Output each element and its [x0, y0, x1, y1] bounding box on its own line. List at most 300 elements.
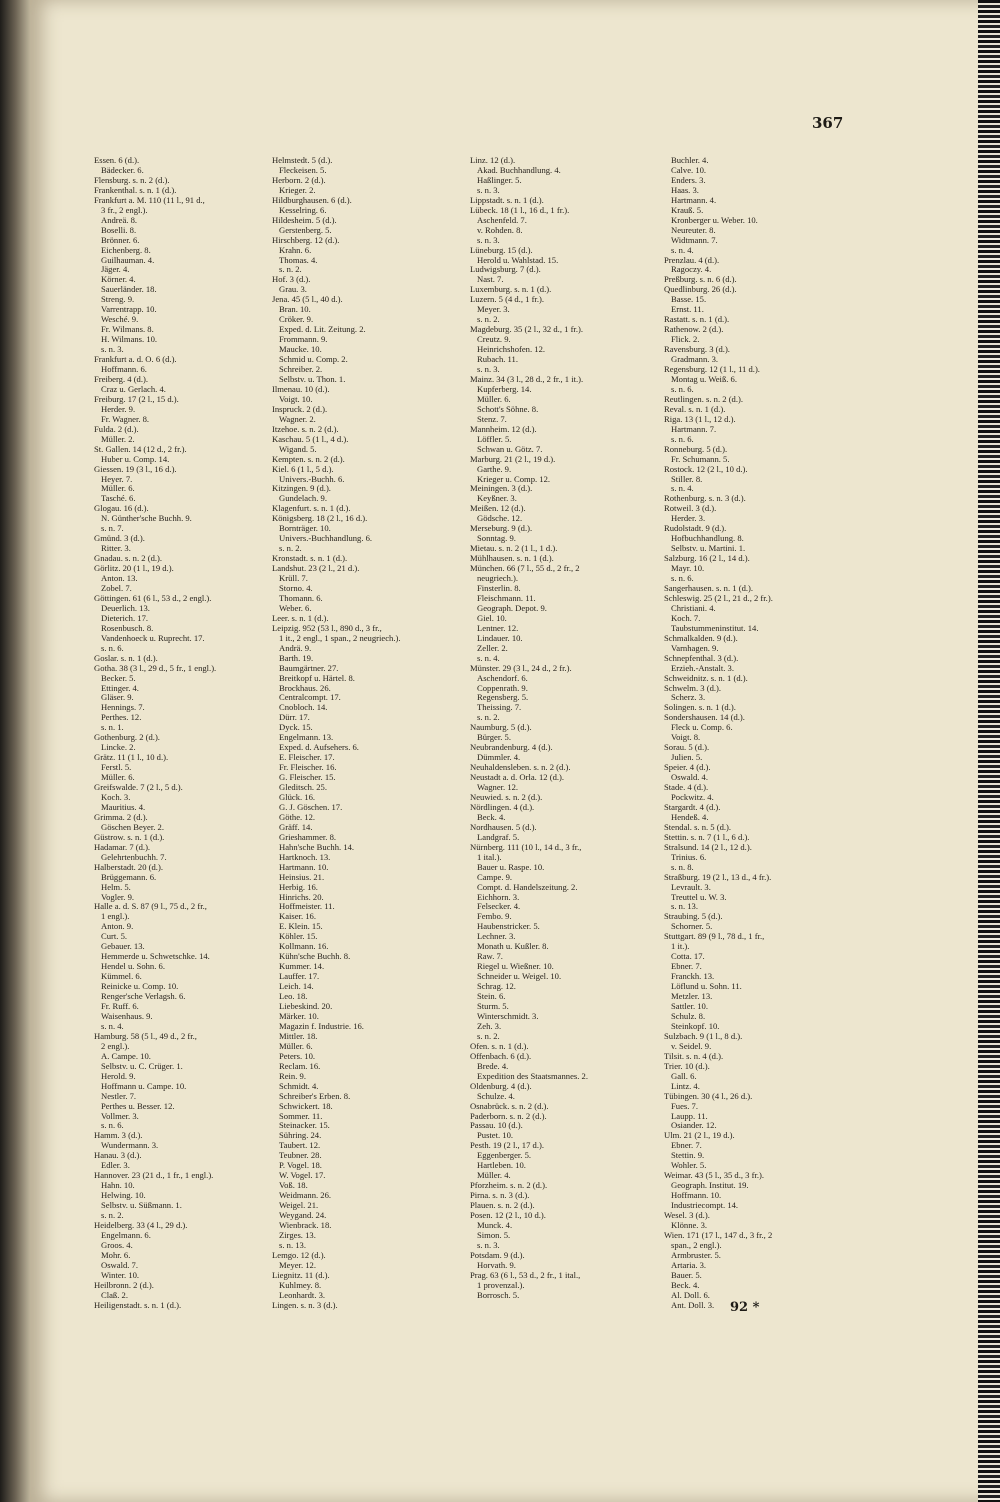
publisher-entry: s. n. 4. [671, 244, 694, 255]
publisher-entry: Simon. 5. [477, 1229, 511, 1240]
publisher-entry: Enders. 3. [671, 174, 706, 185]
publisher-entry: Meyer. 3. [477, 304, 510, 315]
city-entry: Fulda. 2 (d.). [94, 423, 139, 434]
city-entry: Gmünd. 3 (d.). [94, 533, 145, 544]
publisher-entry: Steinacker. 15. [279, 1120, 330, 1131]
publisher-entry: Hinrichs. 20. [279, 891, 324, 902]
publisher-entry: 1 engl.). [101, 911, 130, 922]
publisher-entry: Riegel u. Wießner. 10. [477, 961, 554, 972]
city-entry: Helmstedt. 5 (d.). [272, 155, 333, 165]
city-entry: Pforzheim. s. n. 2 (d.). [470, 1180, 548, 1191]
publisher-entry: Perthes u. Besser. 12. [101, 1100, 175, 1111]
publisher-entry: Oswald. 4. [671, 772, 708, 783]
city-entry: Essen. 6 (d.). [94, 155, 140, 165]
city-entry: Merseburg. 9 (d.). [470, 523, 533, 534]
city-entry: Landshut. 23 (2 l., 21 d.). [272, 563, 360, 574]
publisher-entry: Hoffmann. 10. [671, 1190, 722, 1201]
publisher-entry: Thomann. 6. [279, 592, 323, 603]
publisher-entry: Kollmann. 16. [279, 941, 329, 952]
publisher-entry: Becker. 5. [101, 672, 136, 683]
publisher-entry: s. n. 6. [101, 642, 124, 653]
publisher-entry: Kupferberg. 14. [477, 383, 532, 394]
publisher-entry: Erzieh.-Anstalt. 3. [671, 662, 735, 673]
publisher-entry: s. n. 2. [279, 264, 302, 275]
publisher-entry: Edler. 3. [101, 1160, 130, 1171]
city-entry: Göttingen. 61 (6 l., 53 d., 2 engl.). [94, 592, 212, 603]
publisher-entry: Voigt. 10. [279, 393, 313, 404]
publisher-entry: Montag u. Weiß. 6. [671, 373, 737, 384]
publisher-entry: E. Klein. 15. [279, 921, 323, 932]
publisher-entry: Wagner. 12. [477, 782, 519, 793]
publisher-entry: Mayr. 10. [671, 563, 705, 574]
publisher-entry: Hennings. 7. [101, 702, 145, 713]
publisher-entry: Helm. 5. [101, 881, 131, 892]
publisher-entry: Selbstv. u. Süßmann. 1. [101, 1200, 182, 1211]
publisher-entry: Trinius. 6. [671, 851, 707, 862]
publisher-entry: Leo. 18. [279, 991, 308, 1002]
publisher-entry: Stein. 6. [477, 991, 506, 1002]
publisher-entry: Kuhlmey. 8. [279, 1279, 322, 1290]
publisher-entry: Sattler. 10. [671, 1001, 708, 1012]
publisher-entry: Gleditsch. 25. [279, 782, 327, 793]
publisher-entry: Grieshammer. 8. [279, 831, 337, 842]
publisher-entry: Peters. 10. [279, 1050, 316, 1061]
publisher-entry: Wohler. 5. [671, 1160, 707, 1171]
publisher-entry: Flick. 2. [671, 334, 700, 345]
publisher-entry: s. n. 3. [101, 344, 124, 355]
publisher-entry: Krieger u. Comp. 12. [477, 473, 551, 484]
publisher-entry: Brede. 4. [477, 1060, 509, 1071]
publisher-entry: Fr. Schumann. 5. [671, 453, 730, 464]
publisher-entry: Glück. 16. [279, 792, 316, 802]
publisher-entry: Selbstv. u. Thon. 1. [279, 373, 346, 384]
publisher-entry: Göthe. 12. [279, 811, 316, 822]
publisher-entry: Klönne. 3. [671, 1219, 708, 1230]
publisher-entry: Haubenstricker. 5. [477, 921, 540, 932]
publisher-entry: Geograph. Depot. 9. [477, 602, 547, 613]
publisher-entry: Gelehrtenbuchh. 7. [101, 851, 167, 862]
publisher-entry: N. Günther'sche Buchh. 9. [101, 513, 192, 524]
publisher-entry: Varnhagen. 9. [671, 642, 719, 653]
publisher-entry: Bädecker. 6. [101, 164, 144, 175]
publisher-entry: Aschendorf. 6. [477, 672, 528, 683]
city-entry: Rastatt. s. n. 1 (d.). [664, 314, 730, 325]
publisher-entry: Herder. 3. [671, 513, 706, 524]
publisher-entry: Schwickert. 18. [279, 1100, 333, 1111]
publisher-entry: Märker. 10. [279, 1010, 319, 1021]
city-entry: Magdeburg. 35 (2 l., 32 d., 1 fr.). [470, 324, 583, 335]
publisher-entry: W. Vogel. 17. [279, 1170, 326, 1181]
publisher-entry: Anton. 9. [101, 921, 134, 932]
city-entry: Frankfurt a. M. 110 (11 l., 91 d., [94, 194, 205, 205]
publisher-entry: Lechner. 3. [477, 931, 516, 942]
publisher-entry: Craz u. Gerlach. 4. [101, 383, 166, 394]
city-entry: Hirschberg. 12 (d.). [272, 234, 340, 245]
publisher-entry: Tasché. 6. [101, 493, 136, 504]
publisher-entry: Haas. 3. [671, 184, 699, 195]
publisher-entry: Mauritius. 4. [101, 801, 146, 812]
city-entry: Gotha. 38 (3 l., 29 d., 5 fr., 1 engl.). [94, 662, 217, 673]
publisher-entry: Leonhardt. 3. [279, 1289, 326, 1300]
publisher-entry: Weigel. 21. [279, 1200, 319, 1211]
publisher-entry: Fues. 7. [671, 1100, 698, 1111]
city-entry: Klagenfurt. s. n. 1 (d.). [272, 503, 351, 514]
publisher-entry: Maucke. 10. [279, 344, 322, 355]
publisher-entry: Krüll. 7. [279, 573, 308, 584]
publisher-entry: Fr. Ruff. 6. [101, 1001, 139, 1012]
publisher-entry: Finsterlin. 8. [477, 582, 521, 593]
publisher-entry: Thomas. 4. [279, 254, 318, 265]
city-entry: Prag. 63 (6 l., 53 d., 2 fr., 1 ital., [470, 1269, 581, 1280]
publisher-entry: Hendeß. 4. [671, 811, 709, 822]
publisher-entry: Vollmer. 3. [101, 1110, 139, 1121]
publisher-entry: Eggenberger. 5. [477, 1150, 532, 1161]
publisher-entry: Schulze. 4. [477, 1090, 515, 1101]
publisher-entry: Bauer. 5. [671, 1269, 702, 1280]
city-entry: Reval. s. n. 1 (d.). [664, 403, 726, 414]
city-entry: Leipzig. 952 (53 l., 890 d., 3 fr., [272, 622, 382, 633]
publisher-entry: Gall. 6. [671, 1070, 697, 1081]
publisher-entry: Aschenfeld. 7. [477, 214, 527, 225]
publisher-entry: Horvath. 9. [477, 1259, 516, 1270]
publisher-entry: Engelmann. 6. [101, 1229, 151, 1240]
page-number: 367 [812, 114, 844, 132]
publisher-entry: Huber u. Comp. 14. [101, 453, 170, 464]
publisher-entry: Wesché. 9. [101, 314, 139, 325]
city-entry: Halle a. d. S. 87 (9 l., 75 d., 2 fr., [94, 901, 207, 912]
publisher-entry: Göschen Beyer. 2. [101, 821, 165, 832]
city-entry: Ulm. 21 (2 l., 19 d.). [664, 1130, 735, 1141]
publisher-entry: Lauffer. 17. [279, 971, 320, 982]
publisher-entry: Kühn'sche Buchh. 8. [279, 951, 351, 962]
city-entry: Jena. 45 (5 l., 40 d.). [272, 294, 343, 305]
publisher-entry: Calve. 10. [671, 164, 707, 175]
city-entry: Ilmenau. 10 (d.). [272, 383, 330, 394]
publisher-entry: Centralcompt. 17. [279, 692, 341, 703]
city-entry: Lemgo. 12 (d.). [272, 1249, 326, 1260]
publisher-entry: Fleckeisen. 5. [279, 164, 327, 175]
publisher-entry: Jäger. 4. [101, 264, 130, 275]
city-entry: Hof. 3 (d.). [272, 274, 311, 285]
publisher-entry: Frommann. 9. [279, 334, 328, 345]
publisher-entry: Armbruster. 5. [671, 1249, 721, 1260]
publisher-entry: Widtmann. 7. [671, 234, 718, 245]
publisher-entry: H. Wilmans. 10. [101, 334, 158, 345]
publisher-entry: Bürger. 5. [477, 732, 511, 743]
city-entry: Liegnitz. 11 (d.). [272, 1269, 330, 1280]
city-entry: Reutlingen. s. n. 2 (d.). [664, 393, 744, 404]
publisher-entry: Sommer. 11. [279, 1110, 323, 1121]
publisher-entry: Artaria. 3. [671, 1259, 707, 1270]
publisher-entry: Andreä. 8. [101, 214, 138, 225]
publisher-entry: Boselli. 8. [101, 224, 137, 235]
publisher-entry: Teubner. 28. [279, 1150, 322, 1161]
publisher-entry: Keyßner. 3. [477, 493, 517, 504]
publisher-entry: Reclam. 16. [279, 1060, 321, 1071]
publisher-entry: s. n. 8. [671, 861, 694, 872]
city-entry: Riga. 13 (1 l., 12 d.). [664, 413, 736, 424]
publisher-entry: s. n. 13. [279, 1239, 306, 1250]
city-entry: Münster. 29 (3 l., 24 d., 2 fr.). [470, 662, 572, 673]
publisher-entry: Scherz. 3. [671, 692, 706, 703]
city-entry: Kaschau. 5 (1 l., 4 d.). [272, 433, 349, 444]
publisher-entry: s. n. 4. [671, 483, 694, 494]
publisher-entry: Neureuter. 8. [671, 224, 716, 235]
publisher-entry: Renger'sche Verlagsh. 6. [101, 991, 186, 1002]
city-entry: Rostock. 12 (2 l., 10 d.). [664, 463, 748, 474]
city-entry: Sangerhausen. s. n. 1 (d.). [664, 582, 754, 593]
city-entry: Stralsund. 14 (2 l., 12 d.). [664, 841, 752, 852]
city-entry: Meiningen. 3 (d.). [470, 483, 533, 494]
city-entry: Pesth. 19 (2 l., 17 d.). [470, 1140, 544, 1151]
publisher-entry: Dyck. 15. [279, 722, 313, 733]
city-entry: Königsberg. 18 (2 l., 16 d.). [272, 513, 368, 524]
publisher-entry: Koch. 3. [101, 792, 131, 802]
publisher-entry: Ritter. 3. [101, 543, 131, 554]
publisher-entry: Giel. 10. [477, 612, 507, 623]
city-entry: Neuwied. s. n. 2 (d.). [470, 792, 543, 802]
publisher-entry: Hoffmann u. Campe. 10. [101, 1080, 187, 1091]
publisher-entry: Vogler. 9. [101, 891, 135, 902]
city-entry: Weimar. 43 (5 l., 35 d., 3 fr.). [664, 1170, 765, 1181]
publisher-entry: Julien. 5. [671, 752, 703, 763]
publisher-entry: Herbig. 16. [279, 881, 318, 892]
publisher-entry: Franckh. 13. [671, 971, 715, 982]
index-column-4 [650, 156, 860, 1311]
publisher-entry: s. n. 6. [101, 1120, 124, 1131]
publisher-entry: Osiander. 12. [671, 1120, 717, 1131]
publisher-entry: Lentner. 12. [477, 622, 519, 633]
publisher-entry: Hahn'sche Buchh. 14. [279, 841, 355, 852]
publisher-entry: Wagner. 2. [279, 413, 316, 424]
publisher-entry: Brüggemann. 6. [101, 871, 157, 882]
index-column-3 [456, 156, 648, 1301]
publisher-entry: Stenz. 7. [477, 413, 507, 424]
publisher-entry: Expedition des Staatsmannes. 2. [477, 1070, 588, 1081]
publisher-entry: Brockhaus. 26. [279, 682, 331, 693]
city-entry: Stargardt. 4 (d.). [664, 801, 721, 812]
publisher-entry: Hartmann. 10. [279, 861, 329, 872]
city-entry: Kronstadt. s. n. 1 (d.). [272, 553, 348, 564]
city-entry: Lüneburg. 15 (d.). [470, 244, 533, 255]
publisher-entry: Hahn. 10. [101, 1180, 135, 1191]
city-entry: Solingen. s. n. 1 (d.). [664, 702, 736, 713]
publisher-entry: Voigt. 8. [671, 732, 701, 743]
publisher-entry: Rosenbusch. 8. [101, 622, 154, 633]
publisher-entry: Selbstv. u. Martini. 1. [671, 543, 746, 554]
publisher-entry: Cröker. 9. [279, 314, 314, 325]
publisher-entry: Kaiser. 16. [279, 911, 316, 922]
publisher-entry: Schrag. 12. [477, 981, 516, 992]
publisher-entry: 1 it.). [671, 941, 690, 952]
publisher-entry: Fleischmann. 11. [477, 592, 536, 603]
publisher-entry: Sturm. 5. [477, 1001, 509, 1012]
publisher-entry: Fleck u. Comp. 6. [671, 722, 733, 733]
publisher-entry: Schott's Söhne. 8. [477, 403, 539, 414]
publisher-entry: s. n. 2. [101, 1210, 124, 1221]
city-entry: Wien. 171 (17 l., 147 d., 3 fr., 2 [664, 1229, 773, 1240]
publisher-entry: Schmid u. Comp. 2. [279, 354, 348, 365]
publisher-entry: Bauer u. Raspe. 10. [477, 861, 545, 872]
publisher-entry: Schwan u. Götz. 7. [477, 443, 543, 454]
publisher-entry: Bran. 10. [279, 304, 311, 315]
publisher-entry: Schorner. 5. [671, 921, 713, 932]
publisher-entry: Varrentrapp. 10. [101, 304, 157, 315]
publisher-entry: Dürr. 17. [279, 712, 310, 723]
publisher-entry: Groos. 4. [101, 1239, 133, 1250]
publisher-entry: Ebner. 7. [671, 1140, 702, 1151]
publisher-entry: Cnobloch. 14. [279, 702, 328, 713]
publisher-entry: Gerstenberg. 5. [279, 224, 332, 235]
publisher-entry: Eichhorn. 3. [477, 891, 520, 902]
publisher-entry: Krahn. 6. [279, 244, 312, 255]
publisher-entry: 3 fr., 2 engl.). [101, 204, 148, 215]
city-entry: Hadamar. 7 (d.). [94, 841, 151, 852]
city-entry: Hamburg. 58 (5 l., 49 d., 2 fr., [94, 1030, 197, 1041]
publisher-entry: Magazin f. Industrie. 16. [279, 1020, 364, 1031]
publisher-entry: s. n. 6. [671, 383, 694, 394]
city-entry: Frankfurt a. d. O. 6 (d.). [94, 354, 177, 365]
publisher-entry: Hartmann. 7. [671, 423, 717, 434]
publisher-entry: Müller. 6. [279, 1040, 313, 1051]
publisher-entry: Waisenhaus. 9. [101, 1010, 153, 1021]
city-entry: Glogau. 16 (d.). [94, 503, 149, 514]
publisher-entry: Basse. 15. [671, 294, 707, 305]
publisher-entry: Laupp. 11. [671, 1110, 708, 1121]
publisher-entry: Körner. 4. [101, 274, 136, 285]
publisher-entry: s. n. 3. [477, 364, 500, 375]
publisher-entry: Univers.-Buchhandlung. 6. [279, 533, 373, 544]
city-entry: Osnabrück. s. n. 2 (d.). [470, 1100, 549, 1111]
publisher-entry: Regensberg. 5. [477, 692, 529, 703]
city-entry: Meißen. 12 (d.). [470, 503, 526, 514]
publisher-entry: G. Fleischer. 15. [279, 772, 336, 783]
publisher-entry: Baumgärtner. 27. [279, 662, 339, 673]
publisher-entry: Creutz. 9. [477, 334, 511, 345]
city-entry: Linz. 12 (d.). [470, 155, 516, 165]
city-entry: Hamm. 3 (d.). [94, 1130, 143, 1141]
publisher-entry: Industriecompt. 14. [671, 1200, 739, 1211]
city-entry: Speier. 4 (d.). [664, 762, 711, 773]
publisher-entry: Fr. Wagner. 8. [101, 413, 150, 424]
publisher-entry: Winter. 10. [101, 1269, 140, 1280]
city-entry: Prenzlau. 4 (d.). [664, 254, 720, 265]
publisher-entry: Anton. 13. [101, 573, 138, 584]
city-entry: Tilsit. s. n. 4 (d.). [664, 1050, 724, 1061]
city-entry: Hanau. 3 (d.). [94, 1150, 142, 1161]
city-entry: Kitzingen. 9 (d.). [272, 483, 331, 494]
publisher-entry: Zirges. 13. [279, 1229, 316, 1240]
publisher-entry: Guilhauman. 4. [101, 254, 155, 265]
publisher-entry: s. n. 3. [477, 234, 500, 245]
city-entry: Lippstadt. s. n. 1 (d.). [470, 194, 544, 205]
publisher-entry: Müller. 6. [101, 483, 135, 494]
city-entry: Schweidnitz. s. n. 1 (d.). [664, 672, 748, 683]
city-entry: Mannheim. 12 (d.). [470, 423, 537, 434]
publisher-entry: Sonntag. 9. [477, 533, 516, 544]
publisher-entry: s. n. 2. [477, 314, 500, 325]
publisher-entry: Beck. 4. [671, 1279, 700, 1290]
publisher-entry: v. Rohden. 8. [477, 224, 523, 235]
publisher-entry: Voß. 18. [279, 1180, 308, 1191]
city-entry: Gnadau. s. n. 2 (d.). [94, 553, 163, 564]
city-entry: Schnepfenthal. 3 (d.). [664, 652, 739, 663]
publisher-entry: Ebner. 7. [671, 961, 702, 972]
publisher-entry: Meyer. 12. [279, 1259, 316, 1270]
city-entry: Trier. 10 (d.). [664, 1060, 710, 1071]
city-entry: Lingen. s. n. 3 (d.). [272, 1299, 338, 1310]
publisher-entry: s. n. 4. [101, 1020, 124, 1031]
publisher-entry: Weber. 6. [279, 602, 312, 613]
publisher-entry: Landgraf. 5. [477, 831, 520, 842]
publisher-entry: Liebeskind. 20. [279, 1001, 333, 1012]
publisher-entry: Kümmel. 6. [101, 971, 142, 982]
city-entry: Freiberg. 4 (d.). [94, 373, 149, 384]
publisher-entry: Ragoczy. 4. [671, 264, 712, 275]
publisher-entry: Akad. Buchhandlung. 4. [477, 164, 561, 175]
publisher-entry: Nestler. 7. [101, 1090, 137, 1101]
publisher-entry: Hoffmann. 6. [101, 364, 147, 375]
city-entry: Herborn. 2 (d.). [272, 174, 326, 185]
city-entry: Giessen. 19 (3 l., 16 d.). [94, 463, 177, 474]
publisher-entry: Ettinger. 4. [101, 682, 139, 693]
city-entry: Heiligenstadt. s. n. 1 (d.). [94, 1299, 182, 1310]
publisher-entry: Geograph. Institut. 19. [671, 1180, 749, 1191]
publisher-entry: Perthes. 12. [101, 712, 142, 723]
city-entry: Plauen. s. n. 2 (d.). [470, 1200, 535, 1211]
publisher-entry: Univers.-Buchh. 6. [279, 473, 345, 484]
city-entry: Güstrow. s. n. 1 (d.). [94, 831, 165, 842]
publisher-entry: span., 2 engl.). [671, 1239, 722, 1250]
publisher-entry: Ant. Doll. 3. [671, 1299, 715, 1310]
publisher-entry: Reinicke u. Comp. 10. [101, 981, 179, 992]
publisher-entry: Krieger. 2. [279, 184, 316, 195]
publisher-entry: Gödsche. 12. [477, 513, 523, 524]
publisher-entry: s. n. 2. [279, 543, 302, 554]
printer-signature: 92 * [730, 1300, 760, 1315]
city-entry: Passau. 10 (d.). [470, 1120, 523, 1131]
publisher-entry: Stettin. 9. [671, 1150, 705, 1161]
city-entry: Heilbronn. 2 (d.). [94, 1279, 154, 1290]
publisher-entry: s. n. 2. [477, 1030, 500, 1041]
publisher-entry: Müller. 6. [101, 772, 135, 783]
publisher-entry: Wundermann. 3. [101, 1140, 159, 1151]
city-entry: Grätz. 11 (1 l., 10 d.). [94, 752, 169, 763]
publisher-entry: Breitkopf u. Härtel. 8. [279, 672, 355, 683]
publisher-entry: Fembo. 9. [477, 911, 512, 922]
publisher-entry: Schulz. 8. [671, 1010, 706, 1021]
publisher-entry: Metzler. 13. [671, 991, 713, 1002]
publisher-entry: Dümmler. 4. [477, 752, 521, 763]
publisher-entry: Compt. d. Handelszeitung. 2. [477, 881, 578, 892]
index-column-2 [258, 156, 454, 1311]
publisher-entry: Deuerlich. 13. [101, 602, 150, 613]
publisher-entry: Exped. d. Aufsehers. 6. [279, 742, 359, 753]
publisher-entry: Cotta. 17. [671, 951, 705, 962]
publisher-entry: Borrosch. 5. [477, 1289, 520, 1300]
publisher-entry: Dieterich. 17. [101, 612, 149, 623]
city-entry: Sorau. 5 (d.). [664, 742, 710, 753]
city-entry: Naumburg. 5 (d.). [470, 722, 532, 733]
city-entry: Wesel. 3 (d.). [664, 1210, 710, 1221]
city-entry: Rothenburg. s. n. 3 (d.). [664, 493, 746, 504]
publisher-entry: Pockwitz. 4. [671, 792, 714, 802]
publisher-entry: Löffler. 5. [477, 433, 512, 444]
publisher-entry: Rubach. 11. [477, 354, 518, 365]
publisher-entry: s. n. 1. [101, 722, 124, 733]
publisher-entry: Hoffmeister. 11. [279, 901, 335, 912]
city-entry: Mietau. s. n. 2 (1 l., 1 d.). [470, 543, 558, 554]
